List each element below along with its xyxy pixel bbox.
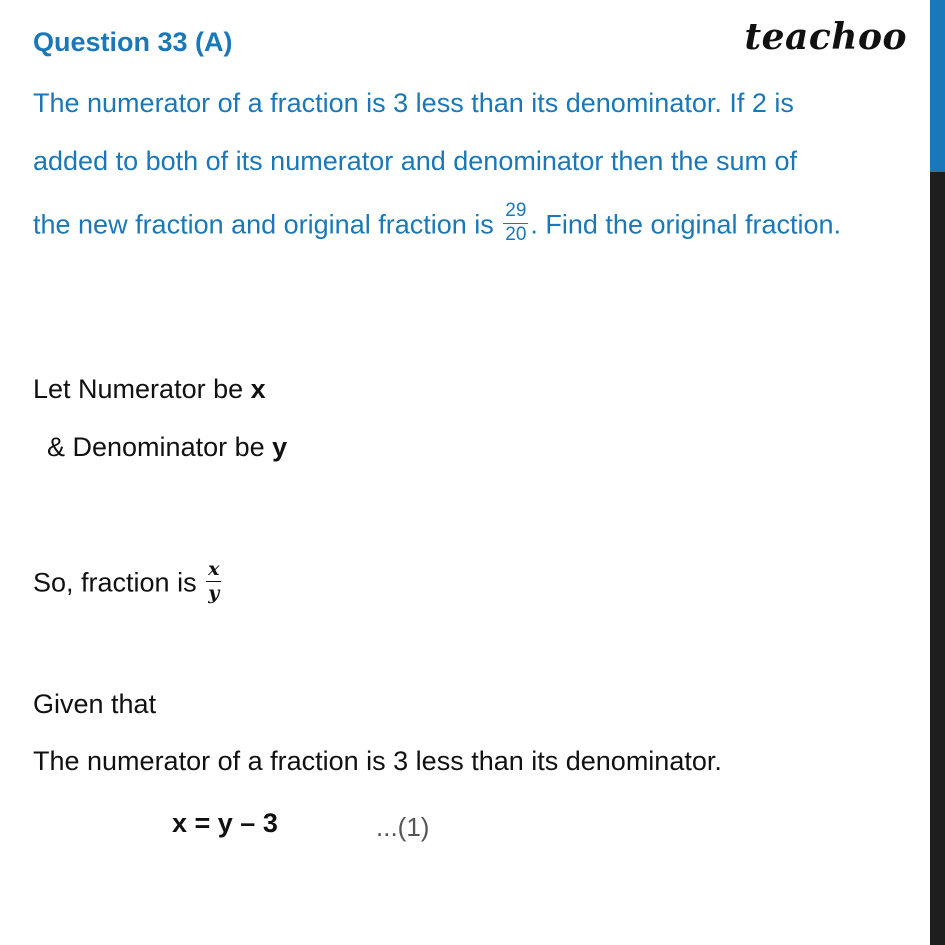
question-line-3-start: the new fraction and original fraction is [33, 209, 502, 240]
fraction-denominator: 20 [505, 223, 527, 245]
question-line-3 [33, 200, 842, 249]
let-denominator-text: & Denominator be [47, 432, 273, 462]
question-heading: Question 33 (A) [33, 27, 233, 57]
equation-1: x = y – 3 [172, 808, 278, 838]
x-over-y-numerator: x [208, 558, 220, 580]
given-statement: The numerator of a fraction is 3 less than its denominator. [33, 746, 722, 776]
given-sum-fraction [503, 201, 528, 246]
x-over-y-fraction [206, 559, 221, 604]
let-numerator-text: Let Numerator be [33, 374, 251, 404]
teachoo-logo: teachoo [744, 16, 907, 58]
question-line-1: The numerator of a fraction is 3 less than its denominator. If 2 is [33, 88, 794, 118]
denominator-variable: y [272, 432, 288, 462]
fraction-line [33, 558, 223, 607]
fraction-text: So, fraction is [33, 567, 205, 598]
vertical-scrollbar[interactable] [930, 0, 945, 945]
question-line-3-end: . Find the original fraction. [530, 209, 842, 240]
scrollbar-thumb[interactable] [930, 0, 945, 172]
let-numerator-line [33, 374, 266, 405]
let-denominator-line [47, 432, 287, 463]
x-over-y-denominator: y [208, 581, 220, 604]
question-line-2: added to both of its numerator and denominator then the sum of [33, 146, 797, 176]
numerator-variable: x [250, 374, 266, 404]
given-that-label: Given that [33, 689, 157, 719]
equation-1-ref: ...(1) [376, 812, 430, 842]
fraction-numerator: 29 [503, 201, 528, 224]
